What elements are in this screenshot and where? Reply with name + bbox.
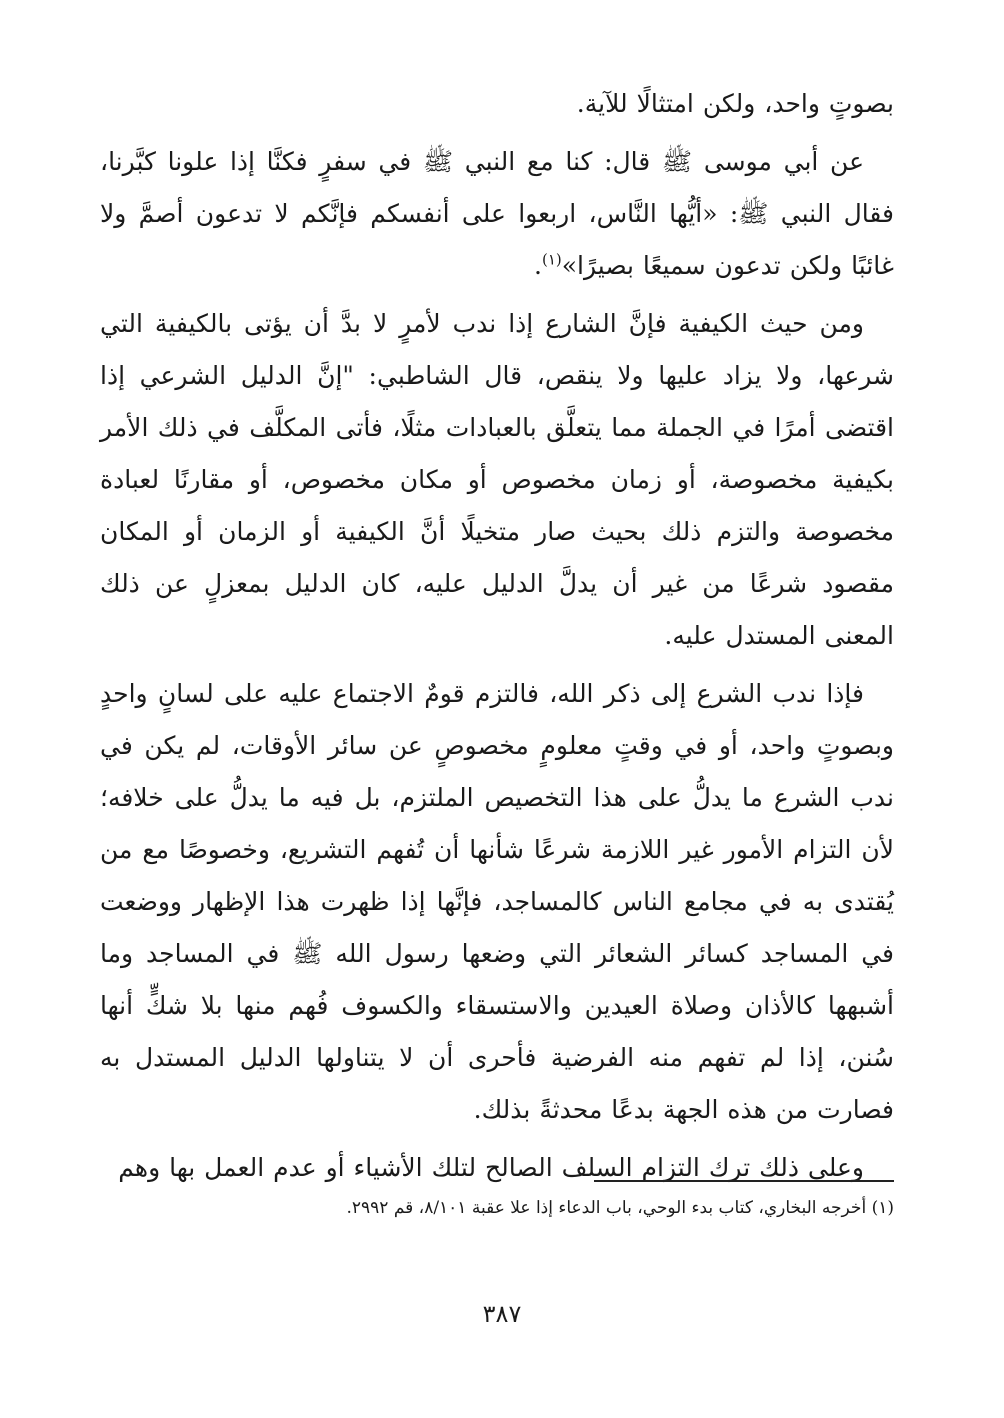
- page-number: ٣٨٧: [482, 1300, 522, 1328]
- page-body: [100, 78, 894, 1200]
- paragraph-1: بصوتٍ واحد، ولكن امتثالًا للآية.: [576, 89, 894, 118]
- paragraph-3: ومن حيث الكيفية فإنَّ الشارع إذا ندب لأمرٍ لا بدَّ أن يؤتى بالكيفية التي شرعها، ولا يزاد عليها ولا ينقص، قال الشاطبي: "إنَّ الدليل الشرعي إذا اقتضى أمرًا في الجملة مما يتعلَّق بالعبادات مثلًا، فأتى المكلَّف في ذلك الأمر بكيفية مخصوصة، أو زمان مخصوص أو مكان مخصوص، أو مقارنًا لعبادة مخصوصة والتزم ذلك بحيث صار متخيلًا أنَّ الكيفية أو الزمان أو المكان مقصود شرعًا من غير أن يدلَّ الدليل عليه، كان الدليل بمعزلٍ عن ذلك المعنى المستدل عليه.: [100, 309, 894, 650]
- paragraph-2: [100, 136, 894, 292]
- paragraph-2-end: .: [534, 251, 542, 280]
- paragraph-4: فإذا ندب الشرع إلى ذكر الله، فالتزم قومٌ الاجتماع عليه على لسانٍ واحدٍ وبصوتٍ واحد، أو في وقتٍ معلومٍ مخصوصٍ عن سائر الأوقات، لم يكن في ندب الشرع ما يدلُّ على هذا التخصيص الملتزم، بل فيه ما يدلُّ على خلافه؛ لأن التزام الأمور غير اللازمة شرعًا شأنها أن تُفهم التشريع، وخصوصًا مع من يُقتدى به في مجامع الناس كالمساجد، فإنَّها إذا ظهرت هذا الإظهار ووضعت في المساجد كسائر الشعائر التي وضعها رسول الله ﷺ في المساجد وما أشبهها كالأذان وصلاة العيدين والاستسقاء والكسوف فُهم منها بلا شكٍّ أنها سُنن، إذا لم تفهم منه الفرضية فأحرى أن لا يتناولها الدليل المستدل به فصارت من هذه الجهة بدعًا محدثةً بذلك.: [100, 679, 894, 1124]
- footnote-divider: [594, 1180, 894, 1182]
- paragraph-2-text: عن أبي موسى ﷺ قال: كنا مع النبي ﷺ في سفرٍ فكنَّا إذا علونا كبَّرنا، فقال النبي ﷺ: «أيُّها النَّاس، اربعوا على أنفسكم فإنَّكم لا تدعون أصمَّ ولا غائبًا ولكن تدعون سميعًا بصيرًا»: [100, 147, 894, 280]
- footnote: (١) أخرجه البخاري، كتاب بدء الوحي، باب الدعاء إذا علا عقبة ٨/١٠١، قم ٢٩٩٢.: [346, 1198, 894, 1218]
- paragraph-5: وعلى ذلك ترك التزام السلف الصالح لتلك الأشياء أو عدم العمل بها وهم: [118, 1153, 864, 1182]
- footnote-marker[interactable]: (١): [541, 250, 562, 269]
